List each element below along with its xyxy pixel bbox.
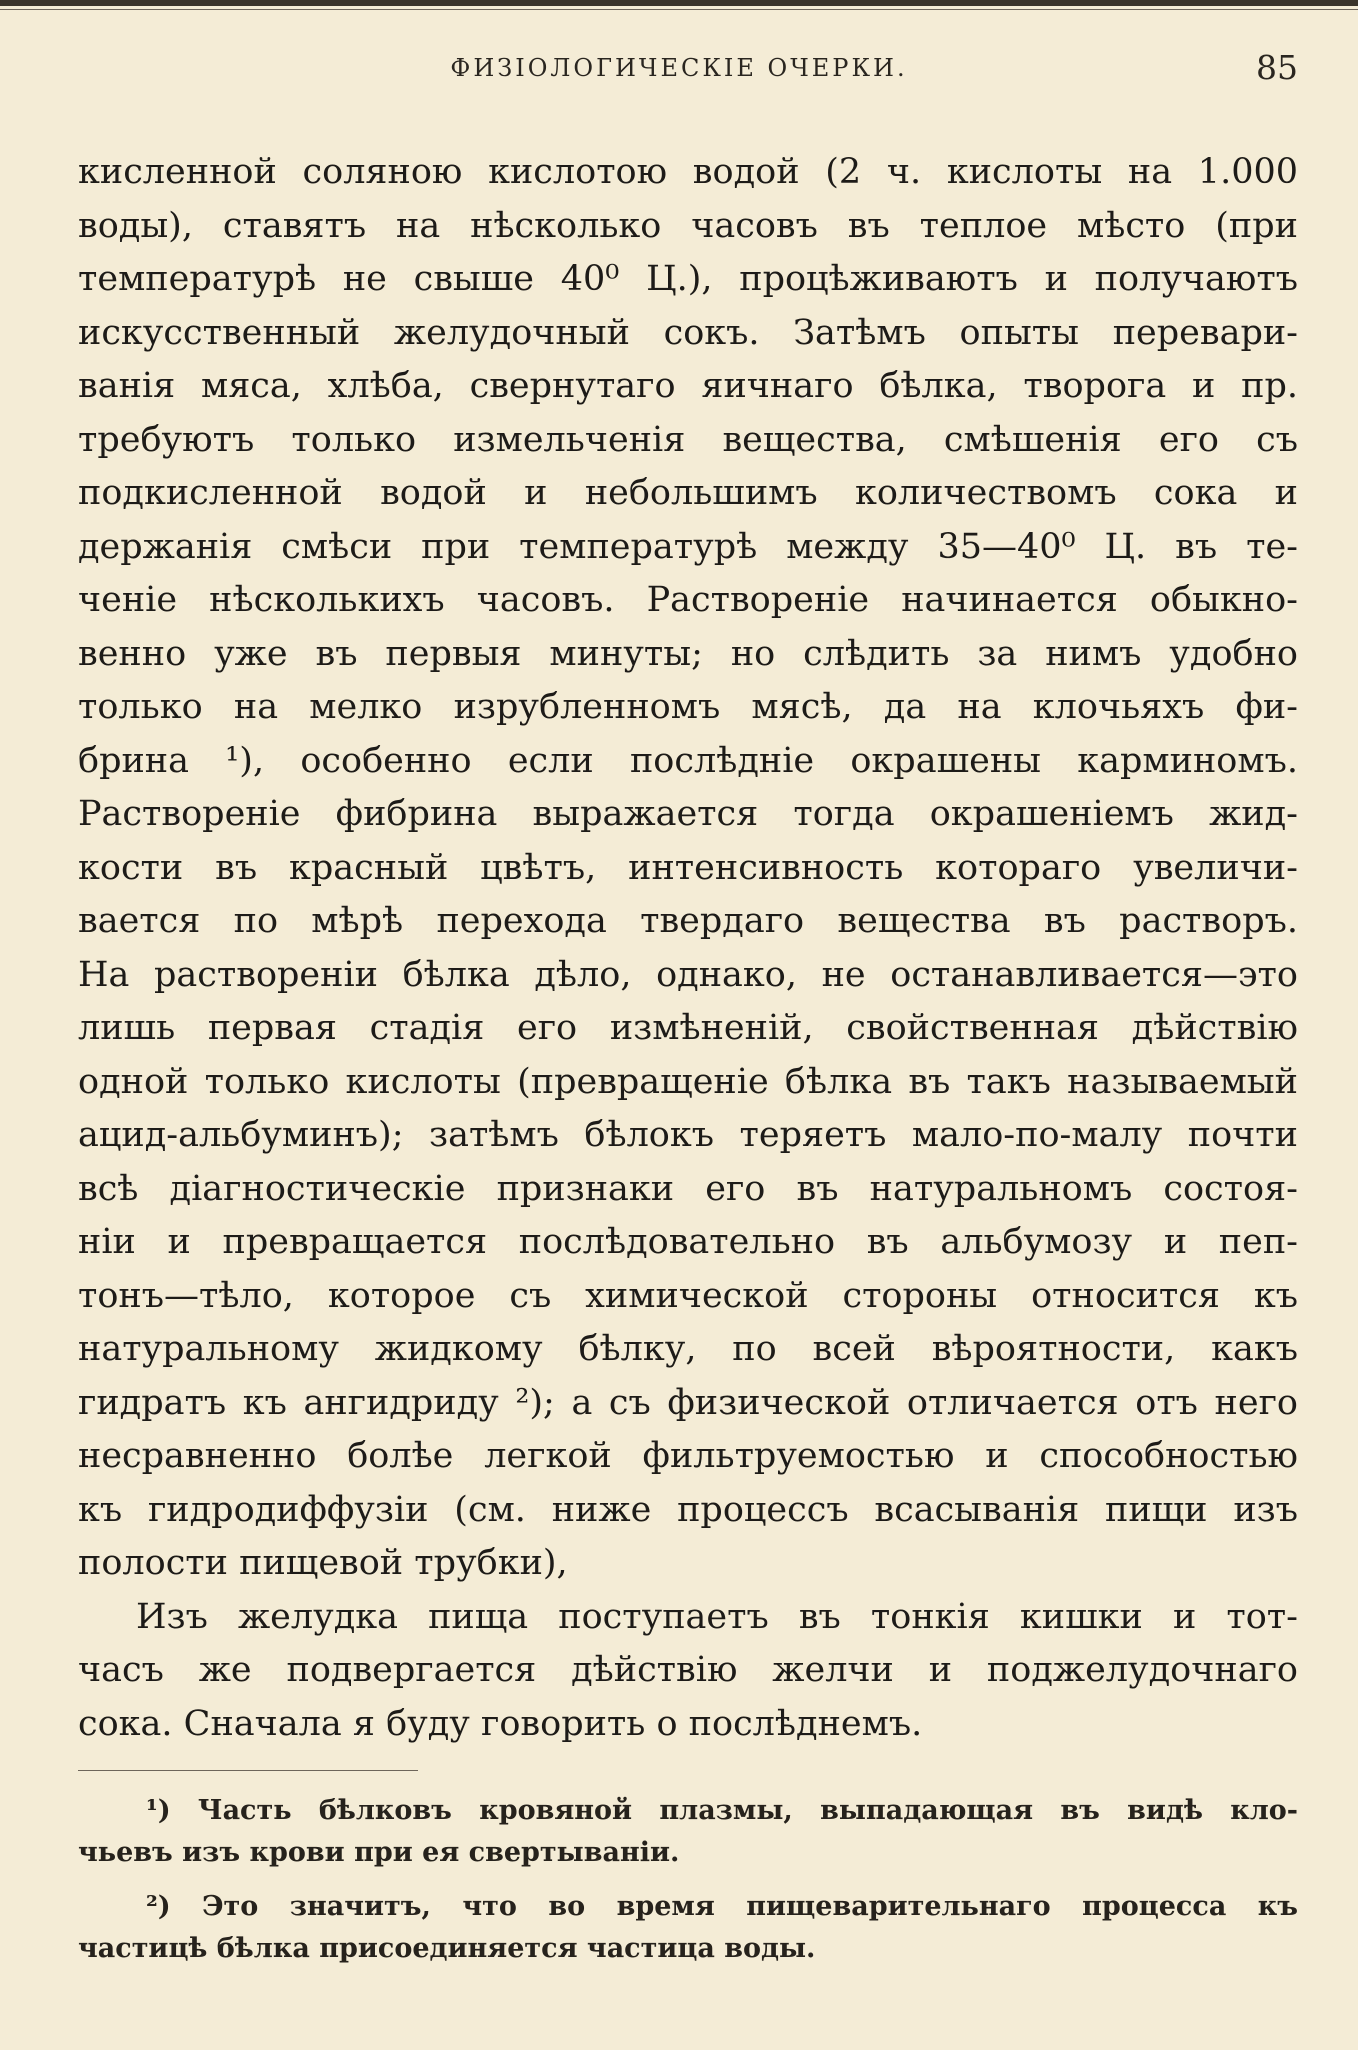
text-line: тонъ—тѣло, которое съ химической стороны относится къ [78, 1275, 1298, 1316]
text-line: часъ же подвергается дѣйствiю желчи и поджелудочнаго [78, 1650, 1298, 1690]
text-line: сока. Сначала я буду говорить о послѣднемъ. [78, 1703, 923, 1744]
footnote-separator [78, 1770, 418, 1771]
text-line: полости пищевой трубки), [78, 1543, 568, 1583]
text-line: держанiя смѣси при температурѣ между 35—40⁰ Ц. въ те- [78, 526, 1298, 567]
running-title: ФИЗIОЛОГИЧЕСКIЕ ОЧЕРКИ. [450, 54, 908, 82]
text-line: Растворенiе фибрина выражается тогда окрашенiемъ жид- [78, 794, 1298, 834]
text-line: всѣ дiагностическiе признаки его въ натуральномъ состоя- [78, 1168, 1298, 1209]
text-line: къ гидродиффузiи (см. ниже процессъ всасыванiя пищи изъ [78, 1489, 1298, 1530]
text-line: венно уже въ первыя минуты; но слѣдить за нимъ удобно [78, 633, 1298, 674]
top-border-rule [0, 0, 1358, 6]
text-line: температурѣ не свыше 40⁰ Ц.), процѣживаютъ и получаютъ [78, 259, 1298, 299]
page-number: 85 [1256, 48, 1298, 87]
footnotes [78, 1790, 1298, 1970]
text-line: Изъ желудка пища поступаетъ въ тонкiя кишки и тот- [136, 1596, 1298, 1637]
text-line: кисленной соляною кислотою водой (2 ч. кислоты на 1.000 [78, 152, 1298, 192]
body-text [78, 146, 1298, 1751]
text-line: искусственный желудочный сокъ. Затѣмъ опыты перевари- [78, 312, 1298, 353]
text-line: лишь первая стадiя его измѣненiй, свойственная дѣйствiю [78, 1008, 1298, 1048]
text-line: одной только кислоты (превращенiе бѣлка въ такъ называемый [78, 1061, 1298, 1102]
footnote-line: ¹) Часть бѣлковъ кровяной плазмы, выпадающая въ видѣ кло- [146, 1795, 1298, 1826]
text-line: вается по мѣрѣ перехода твердаго вещества въ растворъ. [78, 901, 1298, 941]
page-header [0, 48, 1358, 88]
text-line: ченiе нѣсколькихъ часовъ. Растворенiе начинается обыкно- [78, 580, 1298, 620]
text-line: воды), ставятъ на нѣсколько часовъ въ теплое мѣсто (при [78, 205, 1298, 246]
text-line: брина ¹), особенно если послѣднiе окрашены карминомъ. [78, 740, 1298, 781]
footnote-line: чьевъ изъ крови при ея свертыванiи. [78, 1837, 680, 1868]
text-line: ванiя мяса, хлѣба, свернутаго яичнаго бѣлка, творога и пр. [78, 366, 1298, 406]
footnote-line: ²) Это значитъ, что во время пищеварительнаго процесса къ [146, 1891, 1298, 1922]
text-line: ацид-альбуминъ); затѣмъ бѣлокъ теряетъ мало-по-малу почти [78, 1115, 1298, 1155]
text-line: На растворенiи бѣлка дѣло, однако, не останавливается—это [78, 954, 1298, 995]
text-line: кости въ красный цвѣтъ, интенсивность котораго увеличи- [78, 847, 1298, 888]
text-line: нiи и превращается послѣдовательно въ альбумозу и пеп- [78, 1222, 1298, 1262]
text-line: требуютъ только измельченiя вещества, смѣшенiя его съ [78, 419, 1298, 460]
footnote-line: частицѣ бѣлка присоединяется частица воды. [78, 1933, 816, 1964]
text-line: подкисленной водой и небольшимъ количествомъ сока и [78, 473, 1298, 513]
top-border-rule-thin [0, 9, 1358, 10]
text-line: натуральному жидкому бѣлку, по всей вѣроятности, какъ [78, 1329, 1298, 1369]
text-line: несравненно болѣе легкой фильтруемостью и способностью [78, 1436, 1298, 1476]
text-line: гидратъ къ ангидриду ²); а съ физической отличается отъ него [78, 1382, 1298, 1423]
text-line: только на мелко изрубленномъ мясѣ, да на клочьяхъ фи- [78, 687, 1298, 727]
